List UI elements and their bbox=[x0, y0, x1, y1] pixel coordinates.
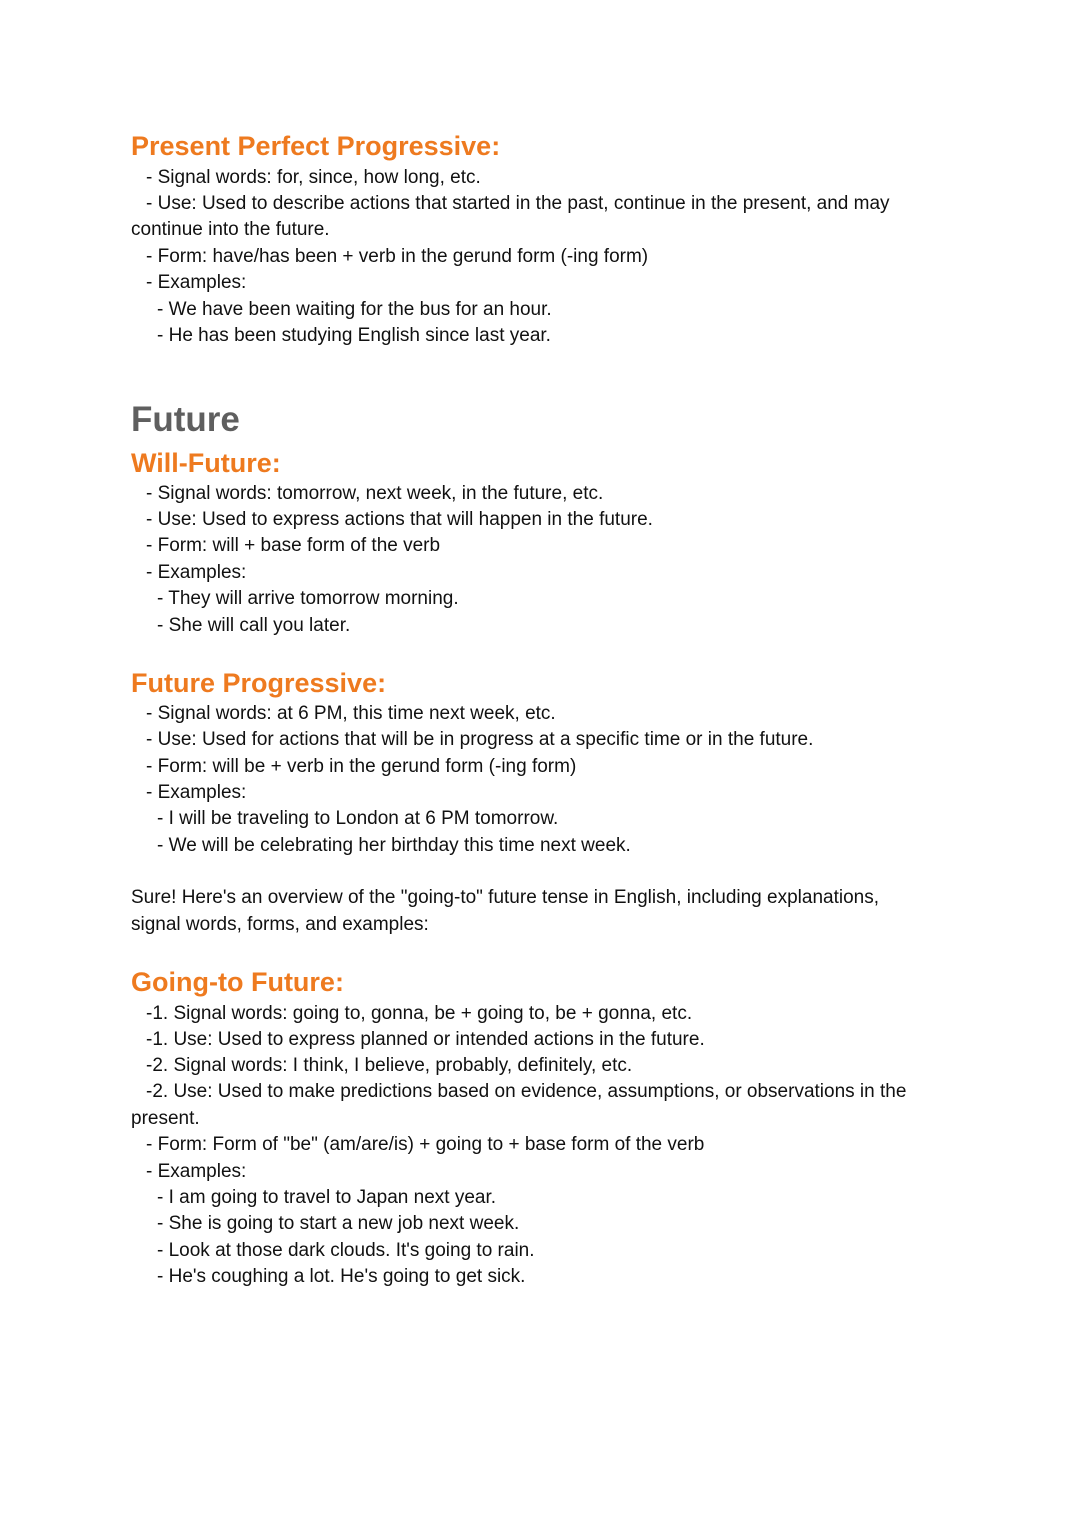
ppp-use-line2: continue into the future. bbox=[131, 219, 330, 240]
wf-examples-label: - Examples: bbox=[146, 562, 247, 583]
wf-signal-words: - Signal words: tomorrow, next week, in the future, etc. bbox=[146, 483, 604, 504]
gtf-signal-1: -1. Signal words: going to, gonna, be + going to, be + gonna, etc. bbox=[146, 1003, 693, 1024]
intro-line2: signal words, forms, and examples: bbox=[131, 914, 429, 935]
heading-future-progressive: Future Progressive: bbox=[131, 668, 387, 698]
wf-example-2: - She will call you later. bbox=[157, 615, 351, 636]
ppp-example-1: - We have been waiting for the bus for an hour. bbox=[157, 299, 552, 320]
ppp-use-line1: - Use: Used to describe actions that started in the past, continue in the present, and may bbox=[146, 193, 890, 214]
intro-line1: Sure! Here's an overview of the "going-to" future tense in English, including explanations, bbox=[131, 887, 879, 908]
fp-examples-label: - Examples: bbox=[146, 782, 247, 803]
gtf-form: - Form: Form of "be" (am/are/is) + going to + base form of the verb bbox=[146, 1134, 705, 1155]
fp-use: - Use: Used for actions that will be in progress at a specific time or in the future. bbox=[146, 729, 814, 750]
fp-form: - Form: will be + verb in the gerund form (-ing form) bbox=[146, 756, 577, 777]
fp-signal-words: - Signal words: at 6 PM, this time next week, etc. bbox=[146, 703, 556, 724]
gtf-example-2: - She is going to start a new job next week. bbox=[157, 1213, 520, 1234]
heading-present-perfect-progressive: Present Perfect Progressive: bbox=[131, 131, 501, 161]
ppp-signal-words: - Signal words: for, since, how long, etc. bbox=[146, 167, 481, 188]
wf-form: - Form: will + base form of the verb bbox=[146, 535, 441, 556]
gtf-use-1: -1. Use: Used to express planned or intended actions in the future. bbox=[146, 1029, 705, 1050]
wf-use: - Use: Used to express actions that will happen in the future. bbox=[146, 509, 653, 530]
section-title-future: Future bbox=[131, 400, 240, 439]
gtf-use-2-line2: present. bbox=[131, 1108, 200, 1129]
fp-example-1: - I will be traveling to London at 6 PM tomorrow. bbox=[157, 808, 559, 829]
fp-example-2: - We will be celebrating her birthday this time next week. bbox=[157, 835, 631, 856]
ppp-form: - Form: have/has been + verb in the gerund form (-ing form) bbox=[146, 246, 649, 267]
gtf-example-1: - I am going to travel to Japan next year. bbox=[157, 1187, 497, 1208]
gtf-use-2-line1: -2. Use: Used to make predictions based on evidence, assumptions, or observations in the bbox=[146, 1081, 907, 1102]
gtf-example-4: - He's coughing a lot. He's going to get sick. bbox=[157, 1266, 526, 1287]
heading-will-future: Will-Future: bbox=[131, 448, 281, 478]
wf-example-1: - They will arrive tomorrow morning. bbox=[157, 588, 459, 609]
gtf-examples-label: - Examples: bbox=[146, 1161, 247, 1182]
ppp-examples-label: - Examples: bbox=[146, 272, 247, 293]
ppp-example-2: - He has been studying English since last year. bbox=[157, 325, 551, 346]
gtf-signal-2: -2. Signal words: I think, I believe, probably, definitely, etc. bbox=[146, 1055, 633, 1076]
gtf-example-3: - Look at those dark clouds. It's going to rain. bbox=[157, 1240, 535, 1261]
heading-going-to-future: Going-to Future: bbox=[131, 967, 344, 997]
